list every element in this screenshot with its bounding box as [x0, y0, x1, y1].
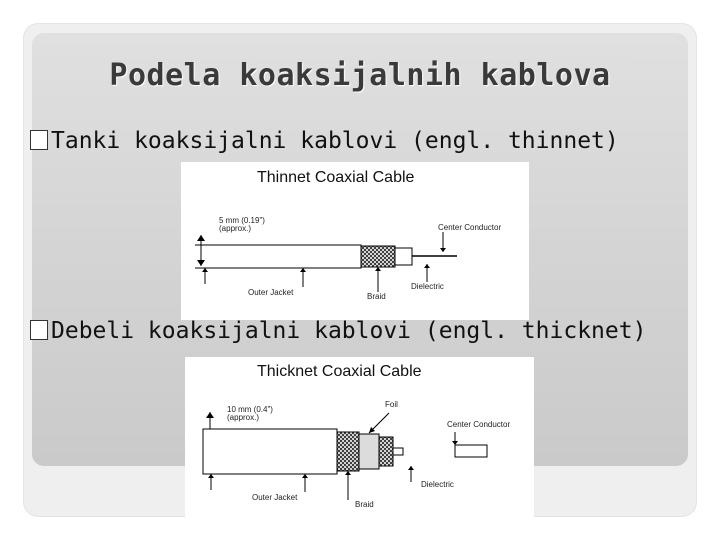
- thicknet-cable-drawing: [185, 357, 534, 517]
- thicknet-center-conductor-label: Center Conductor: [447, 420, 511, 429]
- thicknet-foil-label: Foil: [385, 400, 398, 409]
- thinnet-outer-jacket-label: Outer Jacket: [248, 288, 294, 297]
- bullet-box-icon: [30, 320, 48, 340]
- thinnet-size-line2: (approx.): [219, 224, 252, 234]
- thicknet-outer-jacket-label: Outer Jacket: [252, 493, 298, 502]
- thicknet-diagram: [185, 357, 534, 517]
- bullet-thicknet: [30, 318, 646, 344]
- thicknet-title: Thicknet Coaxial Cable: [257, 363, 422, 380]
- thicknet-size-line1: 10 mm (0.4"): [227, 405, 273, 414]
- bullet-text: Tanki koaksijalni kablovi (engl. thinnet): [51, 128, 619, 154]
- thinnet-center-conductor-label: Center Conductor: [438, 223, 502, 232]
- thicknet-size-line2: (approx.): [227, 413, 260, 423]
- bullet-box-icon: [30, 130, 48, 150]
- thinnet-title: Thinnet Coaxial Cable: [257, 169, 415, 186]
- thinnet-dielectric-label: Dielectric: [411, 282, 444, 291]
- thinnet-diagram: [181, 162, 529, 320]
- thinnet-braid-label: Braid: [367, 292, 386, 301]
- thicknet-braid-label: Braid: [355, 500, 374, 509]
- thinnet-cable-drawing: [181, 162, 529, 320]
- thicknet-dielectric-label: Dielectric: [421, 480, 454, 489]
- thinnet-size-line1: 5 mm (0.19"): [219, 216, 265, 225]
- bullet-thinnet: [30, 128, 619, 154]
- bullet-text: Debeli koaksijalni kablovi (engl. thicknet): [51, 318, 647, 344]
- slide-title: Podela koaksijalnih kablova: [109, 58, 611, 93]
